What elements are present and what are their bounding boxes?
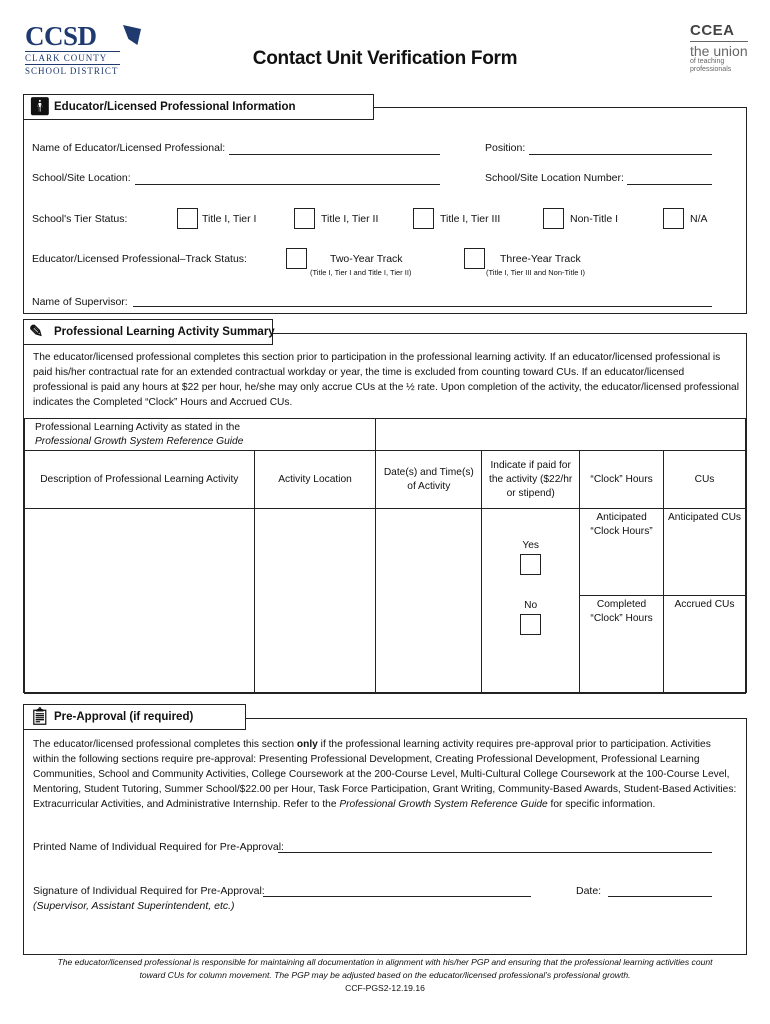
description-input[interactable] [25,509,255,694]
tier-3-checkbox[interactable] [413,208,434,229]
na-checkbox[interactable] [663,208,684,229]
ccea-logo-line3: professionals [690,66,732,73]
site-location-label: School/Site Location: [32,172,131,184]
clipboard-icon: 📋︎ [29,707,51,726]
completed-clock-hours-cell[interactable] [580,596,664,694]
ccsd-logo-line2: SCHOOL DISTRICT [25,66,119,76]
pre-approval-text-c: for specific information. [547,799,656,810]
three-year-track-note: (Title I, Tier III and Non-Title I) [486,268,586,277]
supervisor-label: Name of Supervisor: [32,296,128,308]
educator-name-label: Name of Educator/Licensed Professional: [32,142,226,154]
tier-2-label: Title I, Tier II [321,213,379,225]
date-field[interactable] [608,896,712,897]
signature-label: Signature of Individual Required for Pre-Approval: [33,885,265,897]
signature-note: (Supervisor, Assistant Superintendent, etc.) [33,900,235,912]
tier-2-checkbox[interactable] [294,208,315,229]
pre-approval-tab [23,704,246,730]
site-number-field[interactable] [627,184,712,185]
flag-icon [123,25,141,45]
dates-input[interactable] [376,509,482,694]
pre-approval-text-italic: Professional Growth System Reference Guide [339,799,548,810]
activity-summary-instructions: The educator/licensed professional completes this section prior to participation in the professional learning activity. If an educator/licensed professional is paid his/her contractual rate for an extended contractual workday or year, the time is excluded from counting toward CUs. If an educator/licensed professional is paid any hours at $22 per hour, he/she may only accrue CUs at the ½ rate. Upon completion of the activity, the educator/licensed professional indicates the Completed “Clock” Hours and Accrued CUs. [33,352,739,408]
printed-name-field[interactable] [278,852,712,853]
supervisor-field[interactable] [133,306,712,307]
two-year-track-note: (Title I, Tier I and Title I, Tier II) [310,268,412,277]
col-description-header: Description of Professional Learning Activity [25,451,255,509]
activity-table [24,418,746,694]
na-label: N/A [690,213,708,225]
ccea-logo-abbr: CCEA [690,22,735,39]
pre-approval-text-bold: only [296,739,318,750]
three-year-track-checkbox[interactable] [464,248,485,269]
anticipated-cus-label: Anticipated CUs [667,512,742,523]
ccea-logo-line2: of teaching [690,58,725,65]
footer-line1: The educator/licensed professional is responsible for maintaining all documentation in alignment with his/her PGP and ensuring that the professional learning activities count [57,957,713,967]
accrued-cus-cell[interactable] [664,596,746,694]
reference-guide-cell [25,419,376,451]
col-paid-header: Indicate if paid for the activity ($22/hr or stipend) [482,451,580,509]
paid-no-label: No [524,600,538,611]
educator-name-field[interactable] [229,154,440,155]
date-label: Date: [576,885,602,897]
two-year-track-label: Two-Year Track [330,253,403,265]
printed-name-label: Printed Name of Individual Required for Pre-Approval: [33,841,284,853]
position-field[interactable] [529,154,712,155]
educator-info-tab [23,94,374,120]
footer-note [0,956,770,982]
footer-line2: toward CUs for column movement. The PGP may be adjusted based on the educator/licensed professional’s professional growth. [139,970,631,980]
pre-approval-text-a: The educator/licensed professional completes this section [33,739,297,750]
col-location-header: Activity Location [254,451,376,509]
pre-approval-text-b: if the professional learning activity requires pre-approval prior to participation. Activities within the following sections require pre-approval: Presenting Professional Development, Creating Professional Development, Professional Learning Communities, School and Community Activities, College Coursework at the 200-Course Level, Multi-Cultural College Coursework at the 100-Course Level, Mentoring, Student Tutoring, Summer School/$22.00 per Hour, Task Force Participation, Grant Writing, Community-Based Awards, Student-Based Activities: Extracurricular Activities, and Administrative Internship. Refer to the [33,739,737,810]
accrued-cus-label: Accrued CUs [674,599,735,611]
anticipated-clock-hours-cell[interactable] [580,509,664,596]
location-input[interactable] [254,509,376,694]
paid-yes-label: Yes [522,540,539,551]
paid-cell [482,509,580,694]
educator-info-section [23,107,747,314]
form-code: CCF-PGS2-12.19.16 [345,983,425,993]
col-clock-hours-header: “Clock” Hours [580,451,664,509]
non-title-1-label: Non-Title I [570,213,619,225]
tier-status-label: School's Tier Status: [32,213,128,225]
tier-1-checkbox[interactable] [177,208,198,229]
track-status-label: Educator/Licensed Professional–Track Status: [32,253,247,265]
anticipated-clock-hours-label: Anticipated “Clock Hours” [590,512,653,537]
ccea-logo-line1: the union [690,43,748,59]
completed-clock-hours-label: Completed “Clock” Hours [590,599,653,625]
paid-no-checkbox[interactable] [520,614,541,635]
person-icon: 🚹︎ [29,97,51,116]
pre-approval-tab-label: Pre-Approval (if required) [54,711,194,723]
two-year-track-checkbox[interactable] [286,248,307,269]
signature-field[interactable] [263,896,531,897]
ccsd-logo-line1: CLARK COUNTY [25,53,108,63]
paid-yes-checkbox[interactable] [520,554,541,575]
non-title-1-checkbox[interactable] [543,208,564,229]
anticipated-cus-cell[interactable] [664,509,746,596]
three-year-track-label: Three-Year Track [500,253,581,265]
activity-summary-tab [23,319,273,345]
page-title: Contact Unit Verification Form [252,48,518,69]
educator-info-tab-label: Educator/Licensed Professional Information [54,101,296,113]
position-label: Position: [485,142,526,154]
tier-1-label: Title I, Tier I [202,213,257,225]
col-cus-header: CUs [664,451,746,509]
site-number-label: School/Site Location Number: [485,172,624,184]
activity-summary-tab-label: Professional Learning Activity Summary [54,326,275,338]
reference-guide-line1: Professional Learning Activity as stated in the [35,421,240,433]
site-location-field[interactable] [135,184,440,185]
tier-3-label: Title I, Tier III [440,213,501,225]
ccsd-logo-abbr: CCSD [25,21,97,51]
reference-guide-line2: Professional Growth System Reference Guide [35,435,244,447]
notebook-pencil-icon: ✎ [29,322,44,341]
pre-approval-instructions [33,737,739,812]
col-dates-header: Date(s) and Time(s) of Activity [376,451,482,509]
